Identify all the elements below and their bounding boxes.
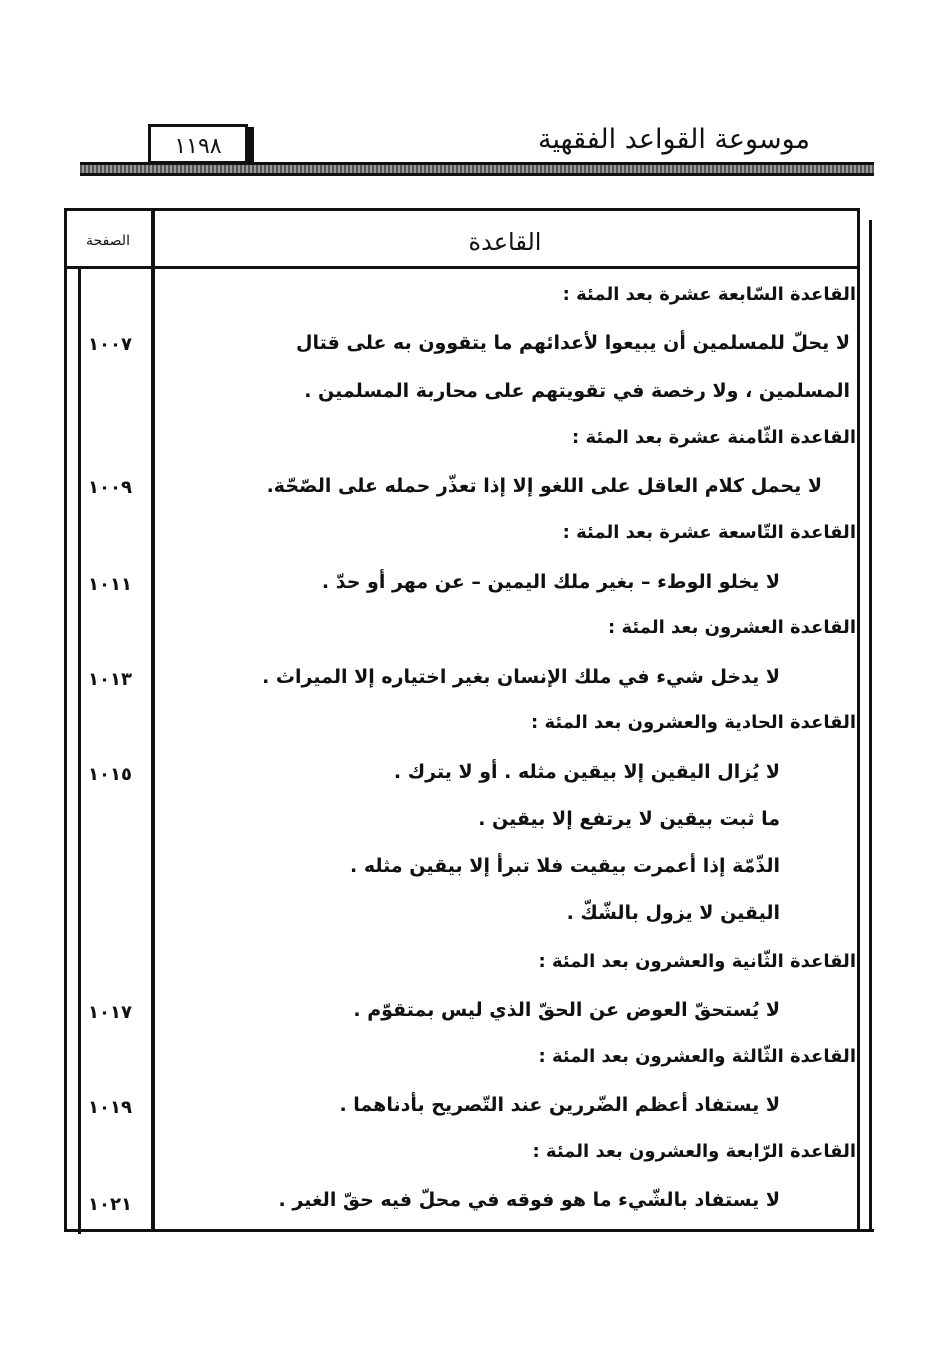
rule-heading: القاعدة الثّانية والعشرون بعد المئة : [538, 951, 856, 972]
rule-heading: القاعدة الرّابعة والعشرون بعد المئة : [532, 1141, 856, 1162]
rule-heading: القاعدة العشرون بعد المئة : [608, 617, 856, 638]
rule-text: لا يحمل كلام العاقل على اللغو إلا إذا تعذّر حمله على الصّحّة. [266, 475, 822, 497]
page-reference: ١٠٢١ [88, 1194, 132, 1215]
rule-text: الذّمّة إذا أعمرت بيقيت فلا تبرأ إلا بيقين مثله . [350, 855, 780, 877]
page-reference: ١٠٠٧ [88, 334, 132, 355]
column-header-rule: القاعدة [468, 228, 542, 256]
rule-text: لا يُزال اليقين إلا بيقين مثله . أو لا يترك . [393, 761, 780, 783]
table-shadow-bottom [78, 1229, 874, 1232]
rule-heading: القاعدة التّاسعة عشرة بعد المئة : [562, 522, 856, 543]
table-edge-mark [857, 710, 860, 734]
table-header-divider [64, 266, 860, 269]
page-reference: ١٠٠٩ [88, 477, 132, 498]
rule-text: اليقين لا يزول بالشّكّ . [566, 902, 780, 924]
rule-heading: القاعدة السّابعة عشرة بعد المئة : [562, 284, 856, 305]
page-number-box: ١١٩٨ [148, 124, 248, 164]
page-reference: ١٠١١ [88, 574, 132, 595]
header-rule [80, 162, 874, 176]
page-reference: ١٠١٣ [88, 669, 132, 690]
rule-text: لا يستفاد أعظم الضّررين عند التّصريح بأدناهما . [339, 1094, 780, 1116]
rule-text: لا يخلو الوطء – بغير ملك اليمين – عن مهر أو حدّ . [321, 571, 780, 593]
rule-heading: القاعدة الحادية والعشرون بعد المئة : [531, 712, 856, 733]
rule-text: لا يُستحقّ العوض عن الحقّ الذي ليس بمتقوّم . [353, 999, 780, 1021]
page-reference: ١٠١٩ [88, 1097, 132, 1118]
rule-heading: القاعدة الثّالثة والعشرون بعد المئة : [538, 1046, 856, 1067]
table-column-divider [151, 208, 155, 1232]
rule-heading: القاعدة الثّامنة عشرة بعد المئة : [572, 427, 856, 448]
rule-text: ما ثبت بيقين لا يرتفع إلا بيقين . [478, 808, 780, 830]
column-header-page: الصفحة [86, 233, 130, 249]
rule-text: لا يستفاد بالشّيء ما هو فوقه في محلّ فيه حقّ الغير . [278, 1189, 780, 1211]
table-shadow-right [858, 220, 872, 1232]
rule-text: لا يحلّ للمسلمين أن يبيعوا لأعدائهم ما يتقوون به على قتال [296, 332, 850, 354]
page-reference: ١٠١٥ [88, 764, 132, 785]
page-reference: ١٠١٧ [88, 1002, 132, 1023]
rule-text: المسلمين ، ولا رخصة في تقويتهم على محاربة المسلمين . [304, 380, 850, 402]
rule-text: لا يدخل شيء في ملك الإنسان بغير اختياره إلا الميراث . [262, 666, 780, 688]
running-header-title: موسوعة القواعد الفقهية [538, 124, 810, 155]
